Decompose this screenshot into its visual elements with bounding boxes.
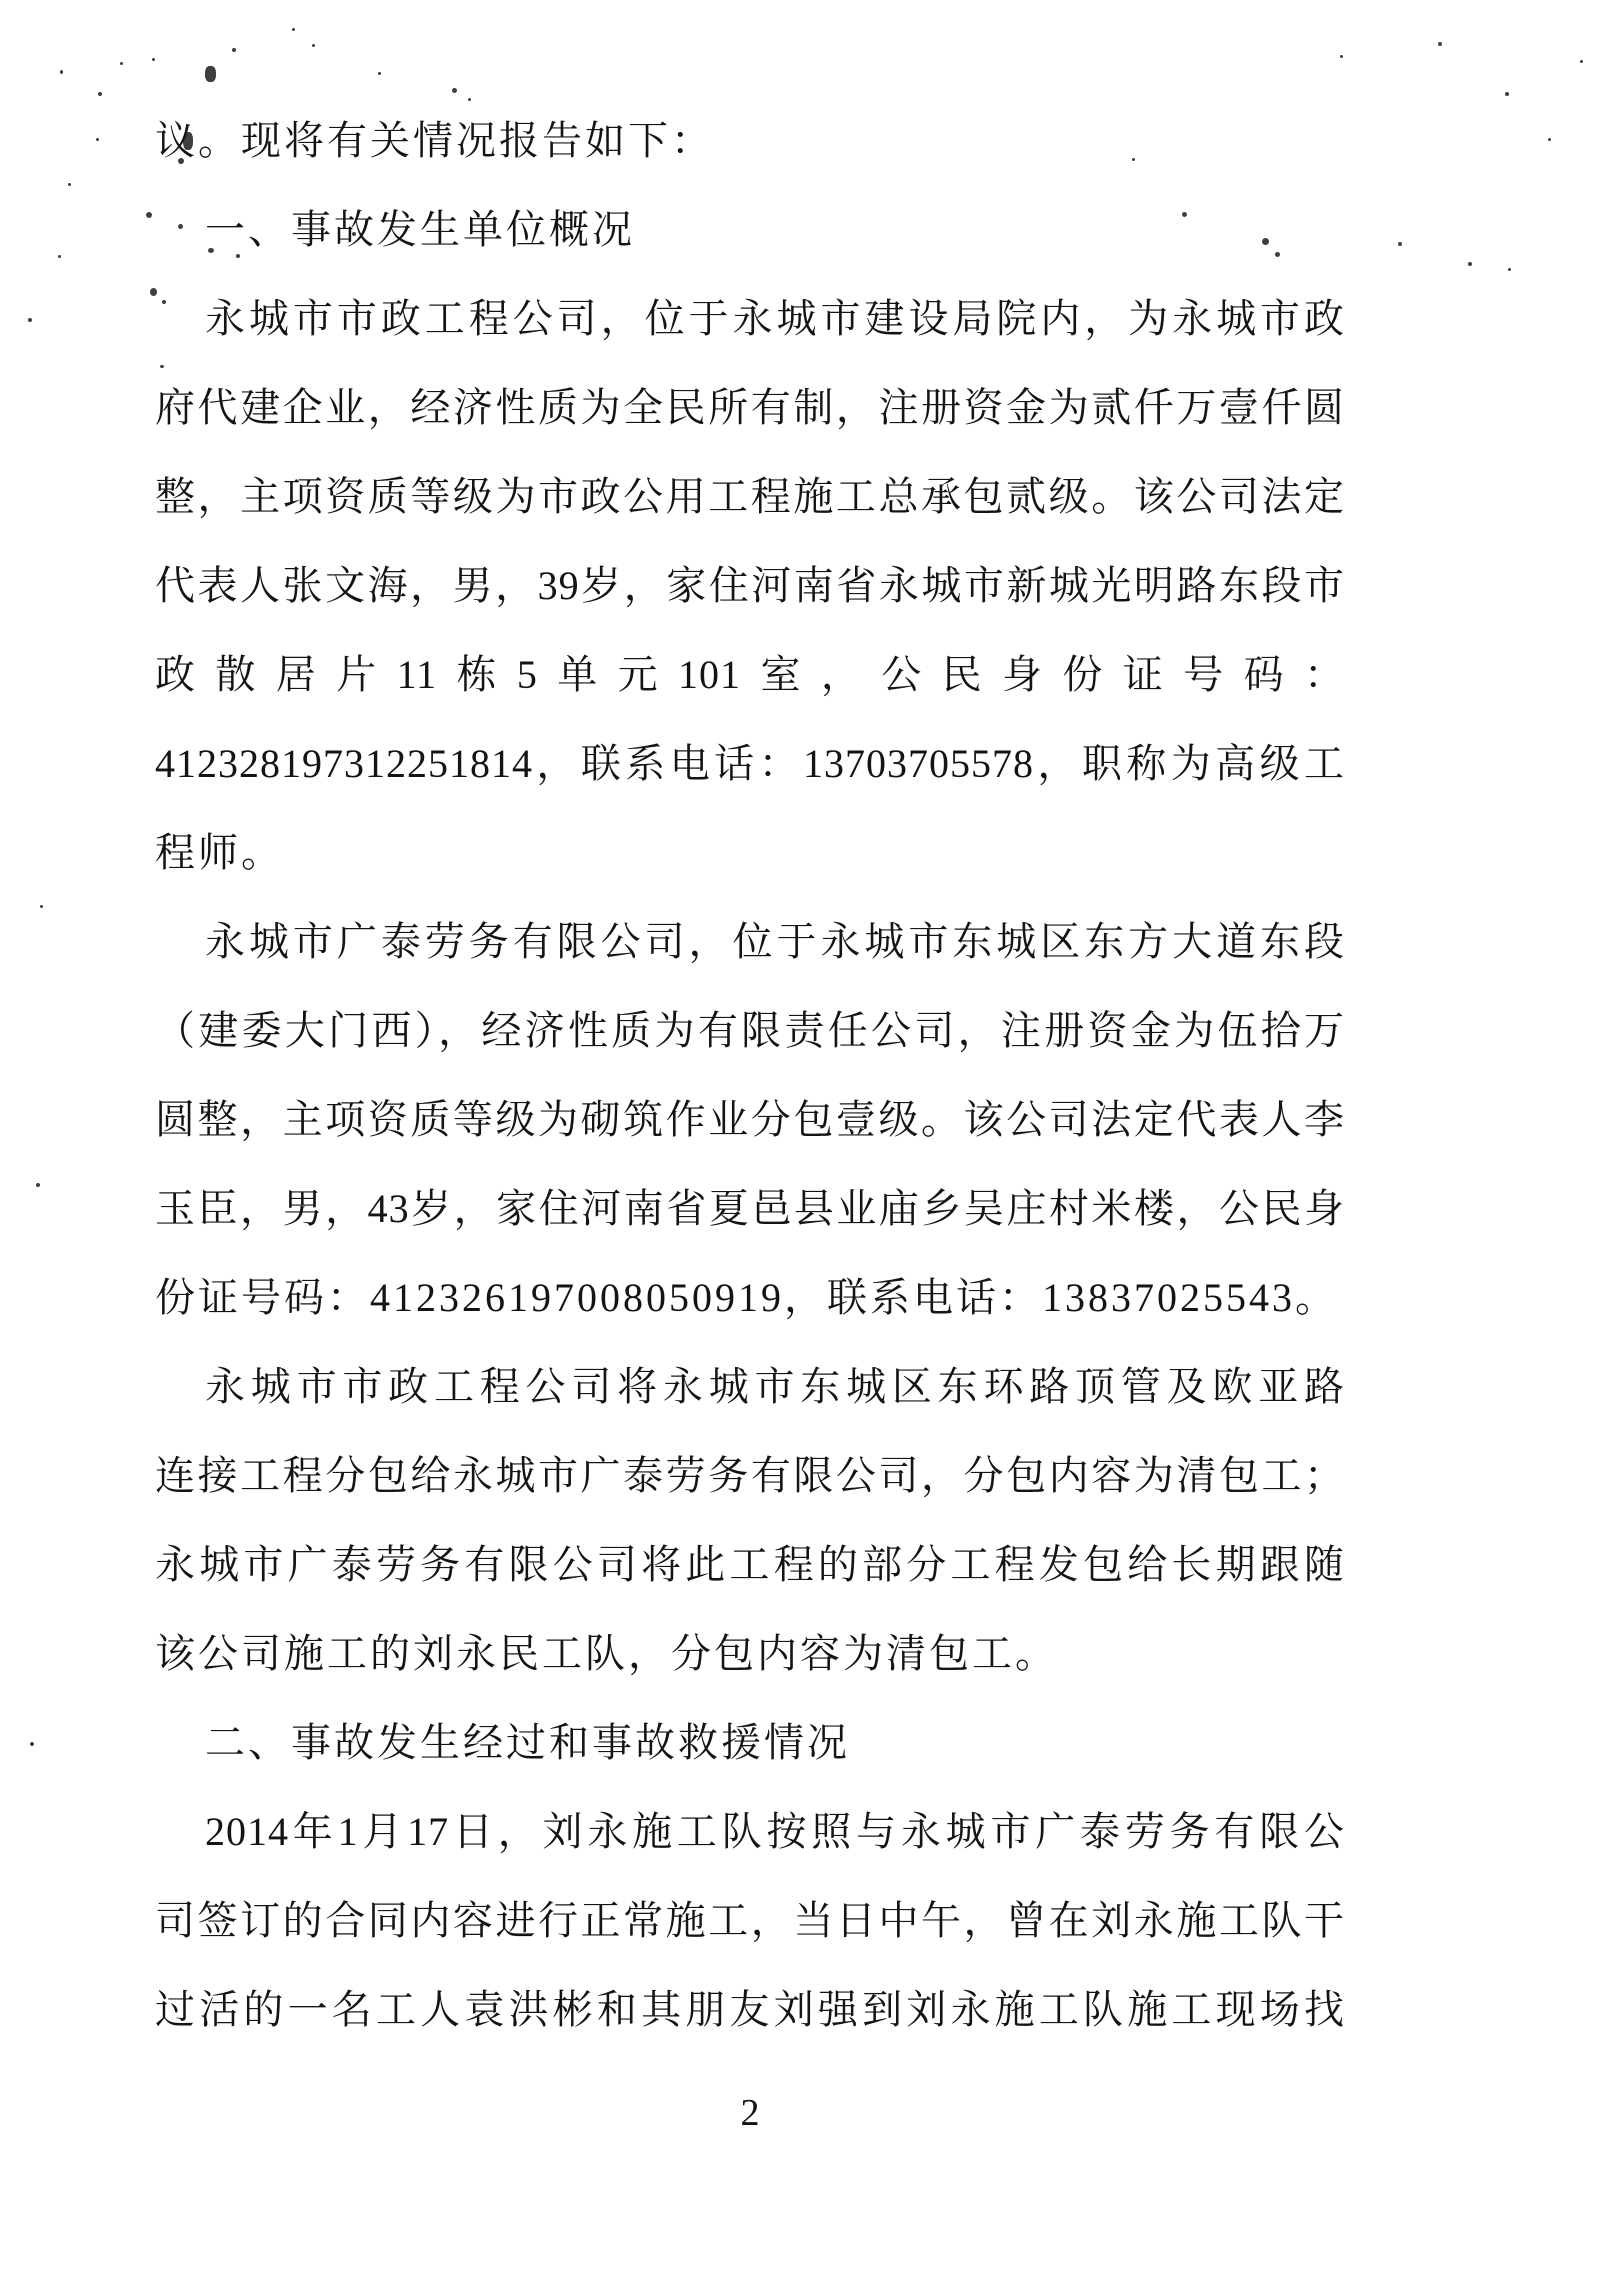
body-line: 政散居片11栋5单元101室，公民身份证号码： <box>155 652 1345 697</box>
section-heading: 一、事故发生单位概况 <box>205 207 635 252</box>
body-line: 连接工程分包给永城市广泰劳务有限公司，分包内容为清包工； <box>155 1453 1345 1498</box>
scan-noise-speck <box>1508 268 1511 271</box>
scan-noise-speck <box>378 72 381 75</box>
body-line: （建委大门西），经济性质为有限责任公司，注册资金为伍拾万 <box>155 1008 1345 1053</box>
scan-noise-speck <box>30 1742 34 1746</box>
scan-noise-speck <box>146 212 152 218</box>
scan-noise-speck <box>1398 242 1402 246</box>
page-number: 2 <box>740 2092 760 2134</box>
body-line: 永城市市政工程公司将永城市东城区东环路顶管及欧亚路 <box>205 1364 1345 1409</box>
document-body <box>155 96 1345 2054</box>
scan-noise-speck <box>292 28 295 31</box>
body-line: 府代建企业，经济性质为全民所有制，注册资金为贰仟万壹仟圆 <box>155 385 1345 430</box>
body-line: 永城市广泰劳务有限公司将此工程的部分工程发包给长期跟随 <box>155 1542 1345 1587</box>
body-line: 议。现将有关情况报告如下： <box>155 118 714 163</box>
scan-noise-speck <box>152 58 155 61</box>
body-line: 程师。 <box>155 830 284 875</box>
body-line: 司签订的合同内容进行正常施工，当日中午，曾在刘永施工队干 <box>155 1898 1345 1943</box>
scan-noise-speck <box>1505 92 1509 96</box>
body-line: 整，主项资质等级为市政公用工程施工总承包贰级。该公司法定 <box>155 474 1345 519</box>
scan-noise-speck <box>68 183 71 186</box>
body-line: 玉臣，男，43岁，家住河南省夏邑县业庙乡吴庄村米楼，公民身 <box>155 1186 1345 1231</box>
scan-noise-speck <box>312 44 315 47</box>
body-line: 永城市市政工程公司，位于永城市建设局院内，为永城市政 <box>205 296 1345 341</box>
scan-noise-speck <box>232 48 236 52</box>
scan-noise-speck <box>1340 55 1343 58</box>
scan-noise-speck <box>120 62 123 65</box>
scan-noise-speck <box>40 905 43 908</box>
body-line: 2014年1月17日，刘永施工队按照与永城市广泰劳务有限公 <box>205 1809 1345 1854</box>
body-line: 代表人张文海，男，39岁，家住河南省永城市新城光明路东段市 <box>155 563 1345 608</box>
scan-noise-speck <box>452 88 457 93</box>
scan-noise-speck <box>1438 42 1442 46</box>
body-line: 永城市广泰劳务有限公司，位于永城市东城区东方大道东段 <box>205 919 1345 964</box>
scan-noise-speck <box>60 70 63 74</box>
body-line: 该公司施工的刘永民工队，分包内容为清包工。 <box>155 1631 1058 1676</box>
body-line: 份证号码：412326197008050919，联系电话：13837025543。 <box>155 1275 1338 1320</box>
scan-noise-speck <box>96 138 99 141</box>
scan-noise-speck <box>1468 262 1472 266</box>
body-line: 圆整，主项资质等级为砌筑作业分包壹级。该公司法定代表人李 <box>155 1097 1345 1142</box>
scan-noise-speck <box>1580 60 1583 63</box>
scan-noise-speck <box>1548 138 1551 141</box>
scan-noise-speck <box>98 92 102 96</box>
body-line: 过活的一名工人袁洪彬和其朋友刘强到刘永施工队施工现场找 <box>155 1987 1345 2032</box>
scan-noise-speck <box>28 318 32 322</box>
scan-noise-speck <box>205 66 216 82</box>
scan-noise-speck <box>36 1183 40 1187</box>
scan-noise-speck <box>58 255 61 258</box>
body-line: 412328197312251814，联系电话：13703705578，职称为高级工 <box>155 741 1345 786</box>
section-heading: 二、事故发生经过和事故救援情况 <box>205 1720 850 1765</box>
